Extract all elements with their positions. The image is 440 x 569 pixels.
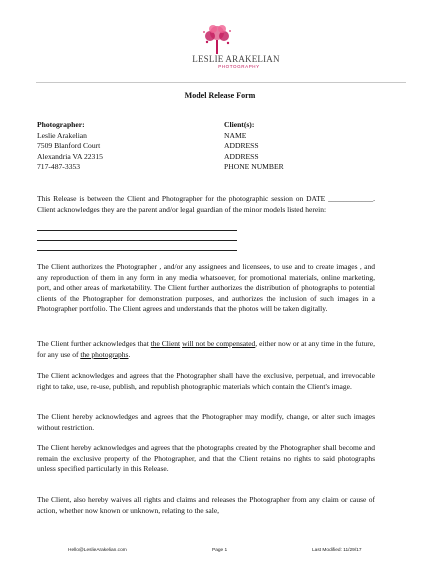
footer-last-modified: Last Modified: 11/29/17 [312, 548, 362, 553]
photographer-city: Alexandria VA 22315 [37, 151, 103, 161]
logo-name-text: LESLIE ARAKELIAN [192, 54, 280, 64]
compensation-text-d: . [128, 349, 131, 359]
photographer-phone: 717-487-3353 [37, 162, 81, 172]
ownership-paragraph: The Client hereby acknowledges and agrees that the photographs created by the Photographer shall become and remain the exclusive property of the Photographer, and that the Client retains no rights to said photographs unless specified particularly in this Release. [37, 443, 375, 473]
intro-text-b: . Client acknowledges they are the parent and/or legal guardian of the minor models listed herein: [37, 194, 375, 214]
client-heading: Client(s): [224, 120, 255, 129]
compensation-underline-photographs: the photographs [80, 349, 129, 359]
photographer-heading: Photographer: [37, 120, 85, 129]
date-blank: ____________ [328, 194, 374, 203]
footer-page-number: Page 1 [212, 548, 228, 553]
compensation-paragraph [37, 339, 375, 360]
client-address-1: ADDRESS [224, 141, 259, 151]
photographer-name: Leslie Arakelian [37, 130, 87, 140]
footer-email: Hello@LeslieArakelian.com [68, 548, 127, 553]
authorization-paragraph: The Client authorizes the Photographer , and/or any assignees and licensees, to use and to create images , and any reproduction of them in any form in any media whatsoever, for promotional materials, online marketing, port, and other areas of marketability. The Client further authorizes the distribution of photographs to potential clients of the Photographer for demonstration purposes, and authorizes the inclusion of such images in a Photographer portfolio. The Client agrees and understands that the photos will be taken digitally. [37, 262, 375, 313]
minor-model-line-3 [37, 250, 237, 251]
compensation-text-c: , either now or at any time in the future, for any use of [37, 339, 376, 359]
release-intro-paragraph [37, 194, 375, 215]
compensation-text-a: The Client further acknowledges that [37, 339, 149, 348]
minor-model-line-1 [37, 230, 237, 231]
document-title: Model Release Form [184, 91, 256, 100]
rights-paragraph: The Client acknowledges and agrees that the Photographer shall have the exclusive, perpetual, and irrevocable right to take, use, re-use, publish, and republish photographic materials which contain the Client's image. [37, 371, 375, 391]
minor-model-line-2 [37, 240, 237, 241]
compensation-underline-client: the Client [150, 339, 181, 348]
waiver-paragraph: The Client, also hereby waives all rights and claims and releases the Photographer from any claim or cause of action, whether now known or unknown, relating to the sale, [37, 495, 375, 515]
modification-paragraph: The Client hereby acknowledges and agrees that the Photographer may modify, change, or alter such images without restriction. [37, 412, 375, 432]
brand-logo [172, 22, 292, 74]
logo-subtitle-text: PHOTOGRAPHY [218, 64, 260, 69]
tree-logo-icon [200, 22, 234, 56]
compensation-underline-not-compensated: will not be compensated [182, 339, 256, 348]
client-address-2: ADDRESS [224, 151, 259, 161]
client-name: NAME [224, 130, 247, 140]
client-phone: PHONE NUMBER [224, 162, 284, 172]
intro-text-a: This Release is between the Client and Photographer for the photographic session on DATE [37, 194, 326, 203]
header-divider [36, 82, 406, 83]
client-block [224, 120, 284, 173]
photographer-street: 7509 Blanford Court [37, 141, 101, 151]
photographer-block [37, 120, 103, 173]
